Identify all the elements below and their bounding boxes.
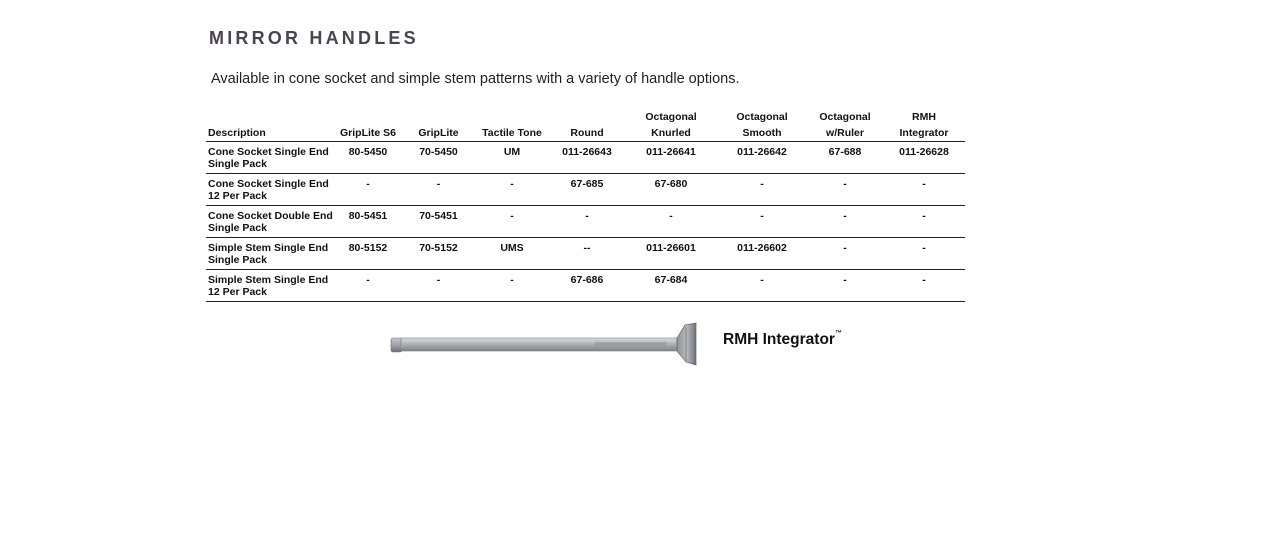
table-cell: - xyxy=(807,238,883,270)
column-header-octagonal-ruler: Octagonal w/Ruler xyxy=(807,108,883,142)
table-cell: 67-680 xyxy=(625,174,717,206)
table-cell: 67-685 xyxy=(549,174,625,206)
table-cell: - xyxy=(475,174,549,206)
table-cell: 70-5451 xyxy=(402,206,475,238)
column-header-griplite: GripLite xyxy=(402,108,475,142)
column-header-rmh-integrator: RMH Integrator xyxy=(883,108,965,142)
table-cell: - xyxy=(883,206,965,238)
column-header-tactile-tone: Tactile Tone xyxy=(475,108,549,142)
table-cell: - xyxy=(807,206,883,238)
table-cell: 011-26643 xyxy=(549,142,625,174)
row-description: Cone Socket Double End Single Pack xyxy=(206,206,334,238)
table-cell: 67-688 xyxy=(807,142,883,174)
row-description: Simple Stem Single End 12 Per Pack xyxy=(206,270,334,302)
table-row xyxy=(206,238,965,270)
column-header-griplite-s6: GripLite S6 xyxy=(334,108,402,142)
page-title: MIRROR HANDLES xyxy=(209,28,419,48)
table-row xyxy=(206,174,965,206)
table-header-row xyxy=(206,108,965,142)
table-cell: - xyxy=(549,206,625,238)
table-cell: - xyxy=(883,270,965,302)
table-cell: - xyxy=(334,270,402,302)
table-row xyxy=(206,206,965,238)
table-cell: 80-5450 xyxy=(334,142,402,174)
table-cell: 67-686 xyxy=(549,270,625,302)
mirror-handles-table xyxy=(206,108,965,302)
table-cell: - xyxy=(475,270,549,302)
table-cell: 67-684 xyxy=(625,270,717,302)
table-cell: - xyxy=(807,270,883,302)
column-header-octagonal-smooth: Octagonal Smooth xyxy=(717,108,807,142)
table-cell: - xyxy=(402,174,475,206)
table-cell: - xyxy=(717,206,807,238)
table-cell: - xyxy=(625,206,717,238)
table-cell: - xyxy=(334,174,402,206)
product-label: RMH Integrator™ xyxy=(723,330,842,348)
table-cell: - xyxy=(475,206,549,238)
table-cell: 80-5451 xyxy=(334,206,402,238)
column-header-round: Round xyxy=(549,108,625,142)
table-cell: 011-26641 xyxy=(625,142,717,174)
column-header-description: Description xyxy=(206,108,334,142)
table-cell: 011-26601 xyxy=(625,238,717,270)
table-cell: 011-26602 xyxy=(717,238,807,270)
table-cell: - xyxy=(807,174,883,206)
table-cell: UMS xyxy=(475,238,549,270)
table-cell: - xyxy=(883,238,965,270)
table-cell: 011-26628 xyxy=(883,142,965,174)
row-description: Simple Stem Single End Single Pack xyxy=(206,238,334,270)
trademark-mark: ™ xyxy=(834,330,842,337)
table-cell: - xyxy=(402,270,475,302)
row-description: Cone Socket Single End Single Pack xyxy=(206,142,334,174)
table-cell: 70-5450 xyxy=(402,142,475,174)
table-cell: 011-26642 xyxy=(717,142,807,174)
table-cell: - xyxy=(717,174,807,206)
row-description: Cone Socket Single End 12 Per Pack xyxy=(206,174,334,206)
table-cell: 80-5152 xyxy=(334,238,402,270)
table-cell: -- xyxy=(549,238,625,270)
intro-text: Available in cone socket and simple stem patterns with a variety of handle options. xyxy=(211,71,740,87)
table-row xyxy=(206,142,965,174)
table-cell: - xyxy=(883,174,965,206)
column-header-octagonal-knurled: Octagonal Knurled xyxy=(625,108,717,142)
table-row xyxy=(206,270,965,302)
mirror-handle-icon xyxy=(390,322,702,366)
table-cell: - xyxy=(717,270,807,302)
table-cell: 70-5152 xyxy=(402,238,475,270)
table-cell: UM xyxy=(475,142,549,174)
